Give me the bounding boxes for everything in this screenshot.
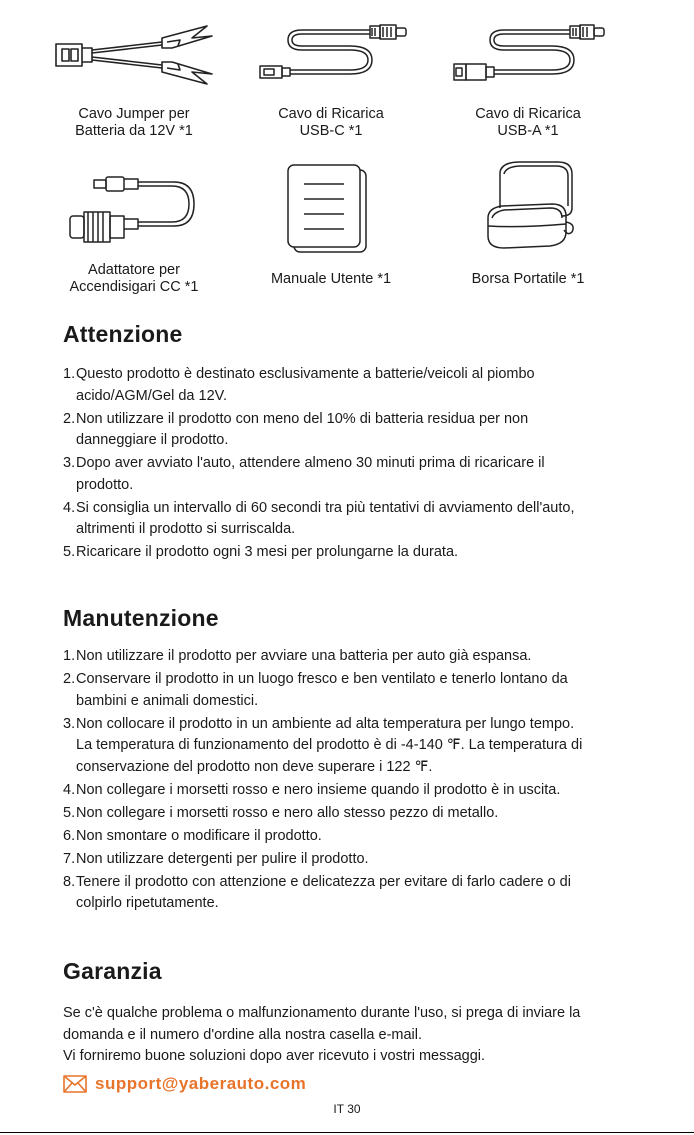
item-label: Cavo Jumper per <box>78 106 190 122</box>
item-text: Non utilizzare il prodotto con meno del 10% di batteria residua per non <box>76 410 529 427</box>
warranty-line: Se c'è qualche problema o malfunzionamento durante l'uso, si prega di inviare la <box>63 1005 581 1021</box>
usb-a-cable-icon <box>452 22 607 86</box>
item-text: acido/AGM/Gel da 12V. <box>76 387 227 404</box>
list-item <box>63 364 663 407</box>
maintenance-heading: Manutenzione <box>63 605 219 631</box>
carry-case-icon <box>480 160 580 260</box>
list-item <box>63 453 663 496</box>
item-number: 5. <box>63 544 76 560</box>
item-text: Non utilizzare il prodotto per avviare una batteria per auto già espansa. <box>76 648 532 664</box>
page-number: IT 30 <box>333 1102 361 1116</box>
item-text: Non collocare il prodotto in un ambiente ad alta temperatura per lungo tempo. <box>76 715 575 732</box>
item-number: 3. <box>63 715 76 732</box>
item-label: USB-A *1 <box>497 123 559 139</box>
list-item <box>63 669 663 712</box>
item-text: Dopo aver avviato l'auto, attendere almeno 30 minuti prima di ricaricare il <box>76 455 545 471</box>
warranty-line: domanda e il numero d'ordine alla nostra casella e-mail. <box>63 1026 423 1043</box>
warranty-line: Vi forniremo buone soluzioni dopo aver ricevuto i vostri messaggi. <box>63 1048 486 1064</box>
list-item <box>63 849 663 871</box>
list-item <box>63 646 663 668</box>
item-text: Non utilizzare detergenti per pulire il prodotto. <box>76 850 369 867</box>
item-caption-jumper <box>24 106 244 140</box>
list-item <box>63 542 663 564</box>
item-label: USB-C *1 <box>299 123 363 139</box>
item-number: 7. <box>63 850 76 867</box>
item-label: Borsa Portatile *1 <box>471 271 585 287</box>
usb-c-cable-icon <box>258 22 408 86</box>
item-number: 4. <box>63 781 76 798</box>
manual-icon <box>284 162 374 256</box>
list-item <box>63 826 663 848</box>
item-label: Accendisigari CC *1 <box>69 279 199 295</box>
list-item <box>63 714 663 779</box>
item-text: Si consiglia un intervallo di 60 secondi tra più tentativi di avviamento dell'auto, <box>76 499 575 516</box>
item-text: conservazione del prodotto non deve superare i 122 ℉. <box>76 758 433 775</box>
item-number: 1. <box>63 648 76 664</box>
item-label: Batteria da 12V *1 <box>75 123 193 139</box>
maintenance-list <box>63 646 663 916</box>
item-text: danneggiare il prodotto. <box>76 432 229 448</box>
item-text: Ricaricare il prodotto ogni 3 mesi per prolungarne la durata. <box>76 544 459 560</box>
item-caption-case <box>418 271 638 288</box>
attention-list <box>63 364 663 565</box>
list-item <box>63 803 663 825</box>
item-text: bambini e animali domestici. <box>76 692 259 709</box>
item-text: Non collegare i morsetti rosso e nero allo stesso pezzo di metallo. <box>76 804 499 821</box>
item-number: 8. <box>63 873 76 890</box>
item-number: 1. <box>63 366 76 382</box>
cigarette-adapter-icon <box>66 172 206 252</box>
item-text: Questo prodotto è destinato esclusivamente a batterie/veicoli al piombo <box>76 366 535 382</box>
warranty-heading: Garanzia <box>63 958 162 984</box>
item-number: 5. <box>63 804 76 821</box>
item-number: 2. <box>63 410 76 427</box>
item-text: colpirlo ripetutamente. <box>76 895 219 911</box>
item-number: 3. <box>63 455 76 471</box>
envelope-icon <box>63 1075 87 1093</box>
warranty-text <box>63 1003 663 1068</box>
attention-heading: Attenzione <box>63 321 183 347</box>
item-caption-usb-a <box>418 106 638 140</box>
item-label: Manuale Utente *1 <box>270 271 392 287</box>
support-email-link[interactable]: support@yaberauto.com <box>95 1074 307 1093</box>
item-caption-manual <box>221 271 441 288</box>
item-label: Cavo di Ricarica <box>278 106 384 122</box>
list-item <box>63 498 663 541</box>
jumper-cable-icon <box>52 24 217 88</box>
list-item <box>63 409 663 452</box>
item-text: Non smontare o modificare il prodotto. <box>76 827 322 844</box>
item-text: Conservare il prodotto in un luogo fresco e ben ventilato e tenerlo lontano da <box>76 671 568 687</box>
item-text: Tenere il prodotto con attenzione e delicatezza per evitare di farlo cadere o di <box>76 873 571 890</box>
item-text: La temperatura di funzionamento del prodotto è di -4-140 ℉. La temperatura di <box>76 737 583 753</box>
bottom-rule <box>0 1132 694 1133</box>
item-text: altrimenti il prodotto si surriscalda. <box>76 521 296 537</box>
support-email[interactable] <box>63 1074 306 1094</box>
list-item <box>63 872 663 915</box>
item-number: 2. <box>63 671 76 687</box>
item-label: Adattatore per <box>88 262 180 278</box>
item-caption-usb-c <box>221 106 441 140</box>
item-number: 6. <box>63 827 76 844</box>
list-item <box>63 780 663 802</box>
item-number: 4. <box>63 499 76 516</box>
item-label: Cavo di Ricarica <box>475 106 581 122</box>
item-caption-adapter <box>24 262 244 296</box>
item-text: prodotto. <box>76 476 134 493</box>
item-text: Non collegare i morsetti rosso e nero insieme quando il prodotto è in uscita. <box>76 781 561 798</box>
